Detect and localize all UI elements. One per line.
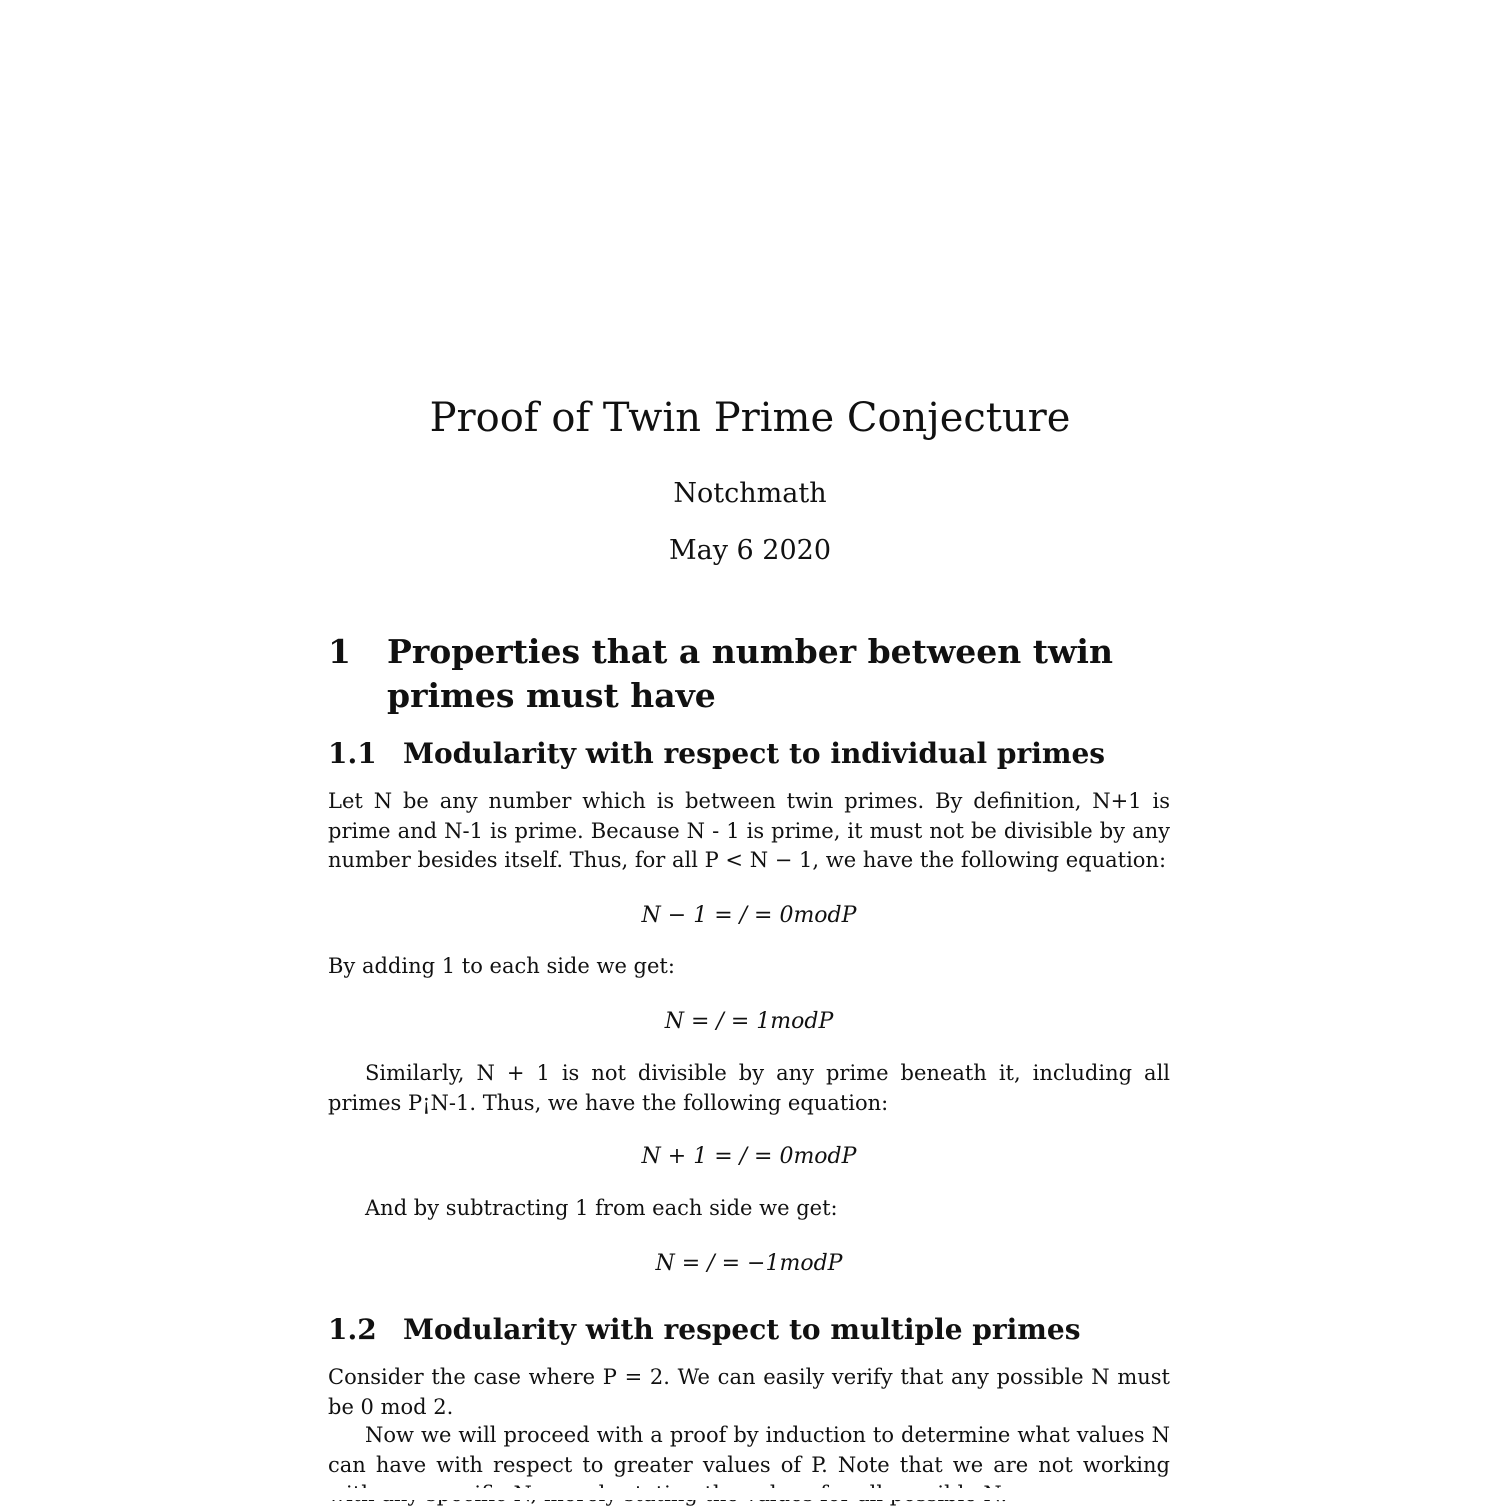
subsection-number: 1.1 [328,737,377,770]
section-heading-1 [328,630,1188,718]
equation-2: N = / = 1modP [664,1009,834,1034]
paragraph-1: Let N be any number which is between twin primes. By definition, N+1 is prime and N-1 is prime. Because N - 1 is prime, it must not be divisible by any number besides itself. Thus, for all P < N − 1, we have the following equation: [328,789,1170,872]
paragraph-5: Consider the case where P = 2. We can easily verify that any possible N must be 0 mod 2. [328,1365,1170,1419]
paper-author: Notchmath [673,478,827,509]
paragraph-2: By adding 1 to each side we get: [328,954,675,978]
subsection-number: 1.2 [328,1313,377,1346]
paper-title: Proof of Twin Prime Conjecture [429,395,1071,441]
subsection-title: Modularity with respect to multiple primes [403,1313,1081,1346]
subsection-heading-1-2 [328,1312,1188,1348]
paragraph-6: Now we will proceed with a proof by induction to determine what values N can have with respect to greater values of P. Note that we are not working [328,1423,1170,1477]
subsection-heading-1-1 [328,736,1188,772]
paragraph-4: And by subtracting 1 from each side we get: [365,1196,838,1220]
paragraph-3: Similarly, N + 1 is not divisible by any prime beneath it, including all primes P¡N-1. Thus, we have the following equation: [328,1061,1170,1115]
equation-1: N − 1 = / = 0modP [641,903,857,928]
subsection-title: Modularity with respect to individual primes [403,737,1106,770]
section-title: Properties that a number between twin primes must have [387,632,1113,715]
equation-3: N + 1 = / = 0modP [641,1144,857,1169]
page-bottom-edge [0,1488,1500,1500]
section-number: 1 [328,632,351,671]
equation-4: N = / = −1modP [655,1251,843,1276]
paper-date: May 6 2020 [668,535,832,566]
